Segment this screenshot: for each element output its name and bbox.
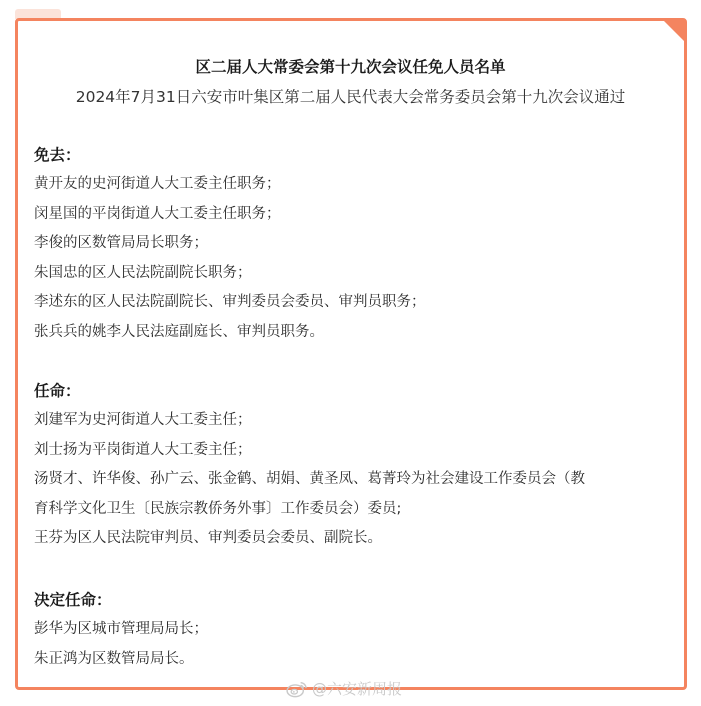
appoint-item: 汤贤才、许华俊、孙广云、张金鹤、胡娟、黄圣凤、葛菁玲为社会建设工作委员会（教	[34, 471, 585, 487]
appoint-section	[34, 377, 674, 554]
appoint-heading: 任命：	[34, 382, 81, 400]
decide-section	[34, 586, 674, 674]
appoint-item: 育科学文化卫生〔民族宗教侨务外事〕工作委员会）委员;	[34, 500, 402, 517]
document-title: 区二届人大常委会第十九次会议任免人员名单	[195, 58, 506, 76]
remove-heading: 免去：	[34, 146, 81, 164]
decide-item: 彭华为区城市管理局局长；	[34, 621, 208, 637]
remove-item: 张兵兵的姚李人民法庭副庭长、审判员职务。	[34, 323, 324, 340]
appoint-item: 王芬为区人民法院审判员、审判委员会委员、副院长。	[34, 530, 382, 546]
remove-item: 李述东的区人民法院副院长、审判委员会委员、审判员职务；	[34, 294, 426, 310]
appoint-item: 刘建军为史河街道人大工委主任；	[34, 412, 252, 428]
decide-heading: 决定任命：	[34, 591, 112, 609]
decide-item: 朱正鸿为区数管局局长。	[34, 650, 194, 667]
weibo-icon	[286, 680, 308, 698]
remove-item: 黄开友的史河街道人大工委主任职务；	[34, 176, 281, 192]
remove-section	[34, 141, 674, 347]
watermark-text: @六安新周报	[312, 680, 403, 698]
remove-item: 闵星国的平岗街道人大工委主任职务；	[34, 205, 281, 222]
document-subtitle: 2024年7月31日六安市叶集区第二届人民代表大会常务委员会第十九次会议通过	[75, 88, 626, 106]
remove-item: 朱国忠的区人民法院副院长职务；	[34, 264, 252, 281]
watermark	[286, 678, 402, 700]
frame-corner-decoration	[664, 21, 684, 41]
appoint-item: 刘士扬为平岗街道人大工委主任；	[34, 441, 252, 458]
remove-item: 李俊的区数管局局长职务；	[34, 235, 208, 251]
